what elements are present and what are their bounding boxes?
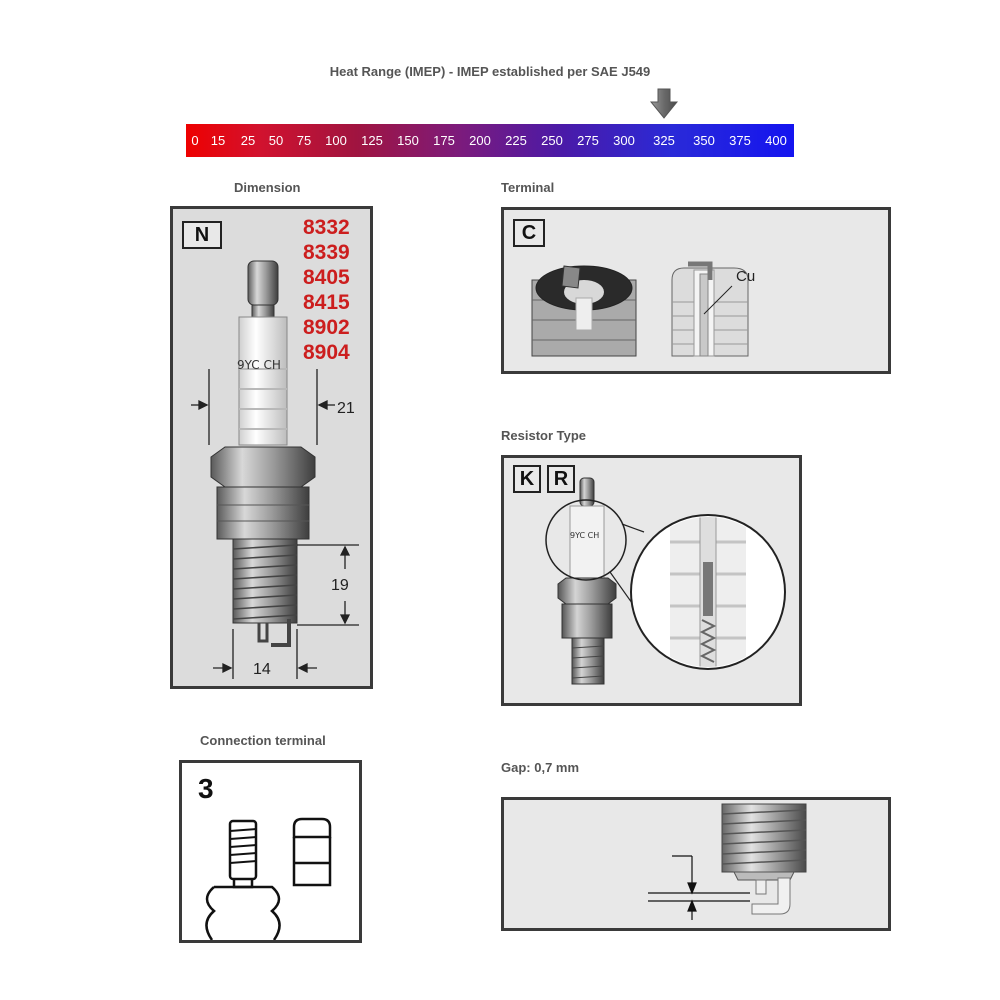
heat-range-tick: 150 xyxy=(397,133,419,148)
part-number: 8405 xyxy=(303,266,350,289)
heat-range-tick: 125 xyxy=(361,133,383,148)
heat-range-tick: 0 xyxy=(191,133,199,148)
heat-range-tick: 250 xyxy=(541,133,563,148)
part-number: 8332 xyxy=(303,216,350,239)
heat-range-tick: 350 xyxy=(693,133,715,148)
resistor-panel xyxy=(501,455,802,706)
selected-heat-arrow-icon xyxy=(650,88,678,120)
resistor-insulator-print: 9YC CH xyxy=(570,531,600,540)
connection-terminal-drawing xyxy=(182,763,359,940)
spark-plug-dimension-drawing xyxy=(173,209,370,686)
seat-type-badge: N xyxy=(182,221,222,249)
copper-core-label: Cu xyxy=(736,268,756,285)
resistor-cutaway-drawing xyxy=(504,458,799,703)
heat-range-tick: 400 xyxy=(765,133,787,148)
heat-range-bar xyxy=(186,124,794,157)
heat-range-tick: 200 xyxy=(469,133,491,148)
connection-terminal-panel xyxy=(179,760,362,943)
connection-terminal-caption: Connection terminal xyxy=(200,733,326,748)
gap-diagram xyxy=(504,800,888,928)
part-number: 8339 xyxy=(303,241,350,264)
heat-range-tick: 100 xyxy=(325,133,347,148)
heat-range-tick: 225 xyxy=(505,133,527,148)
dimension-panel xyxy=(170,206,373,689)
terminal-caption: Terminal xyxy=(501,180,555,195)
heat-range-tick: 50 xyxy=(268,133,284,148)
terminal-type-badge: C xyxy=(513,219,545,247)
dimension-caption: Dimension xyxy=(234,180,301,195)
heat-range-tick: 300 xyxy=(613,133,635,148)
heat-range-tick: 325 xyxy=(653,133,675,148)
resistor-type-caption: Resistor Type xyxy=(501,428,587,443)
heat-range-tick: 275 xyxy=(577,133,599,148)
heat-range-tick: 75 xyxy=(296,133,312,148)
thread-diameter-label: 14 xyxy=(253,661,271,678)
part-number: 8415 xyxy=(303,291,350,314)
resistor-badge-k: K xyxy=(513,465,541,493)
resistor-badge-r: R xyxy=(547,465,575,493)
terminal-panel xyxy=(501,207,891,374)
gap-panel xyxy=(501,797,891,931)
connection-terminal-badge: 3 xyxy=(198,773,214,804)
gap-caption: Gap: 0,7 mm xyxy=(501,760,580,775)
insulator-print: 9YC CH xyxy=(237,358,281,372)
electrode-detail-drawing xyxy=(504,210,888,371)
part-number: 8904 xyxy=(303,341,350,364)
part-number: 8902 xyxy=(303,316,350,339)
heat-range-tick: 25 xyxy=(240,133,256,148)
heat-range-title: Heat Range (IMEP) - IMEP established per SAE J549 xyxy=(329,64,651,79)
hex-size-label: 21 xyxy=(337,400,355,417)
heat-range-tick: 175 xyxy=(433,133,455,148)
reach-label: 19 xyxy=(331,577,349,594)
heat-range-tick: 15 xyxy=(210,133,226,148)
heat-range-tick: 375 xyxy=(729,133,751,148)
